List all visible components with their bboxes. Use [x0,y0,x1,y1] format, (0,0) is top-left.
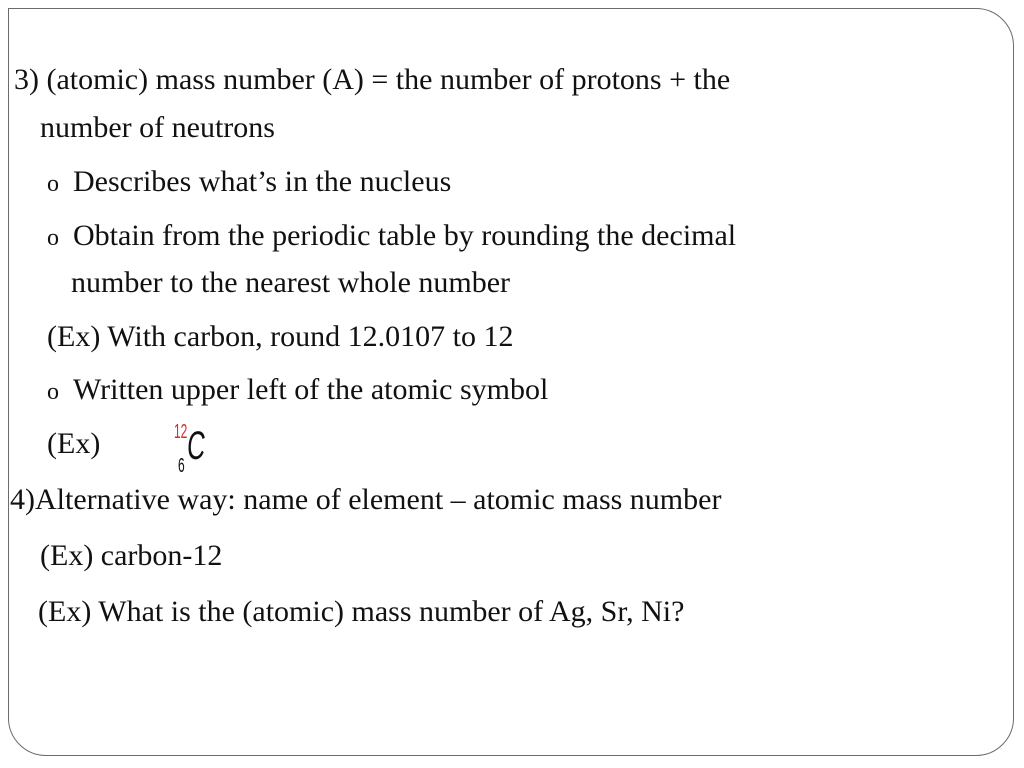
point-3-line-2: number of neutrons [40,111,275,144]
point-3-line-1: 3) (atomic) mass number (A) = the number of protons + the [14,63,731,96]
example-carbon-12: (Ex) carbon-12 [40,539,223,572]
bullet-nucleus: Describes what’s in the nucleus [73,165,452,198]
isotope-notation [172,420,222,480]
bullet-marker: o [47,379,59,405]
bullet-periodic-line-2: number to the nearest whole number [71,266,511,299]
bullet-periodic-line-1: Obtain from the periodic table by rounding the decimal [73,219,737,252]
element-symbol: C [185,424,208,468]
mass-number: 12 [174,421,188,443]
point-4: 4)Alternative way: name of element – atomic mass number [10,483,722,516]
atomic-number: 6 [178,455,185,477]
bullet-marker: o [47,171,59,197]
bullet-marker: o [47,225,59,251]
bullet-upper-left: Written upper left of the atomic symbol [73,373,549,406]
example-isotope-label: (Ex) [47,427,101,460]
example-carbon-rounding: (Ex) With carbon, round 12.0107 to 12 [47,320,514,353]
example-question: (Ex) What is the (atomic) mass number of Ag, Sr, Ni? [38,595,685,628]
